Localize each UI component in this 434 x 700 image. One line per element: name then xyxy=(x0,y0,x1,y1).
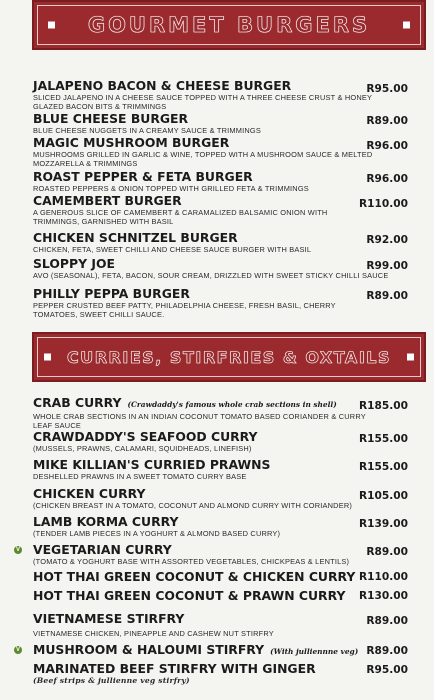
menu-item xyxy=(33,543,421,566)
menu-item xyxy=(33,194,421,226)
menu-item xyxy=(33,643,421,659)
item-description: DESHELLED PRAWNS IN A SWEET TOMATO CURRY BASE xyxy=(33,472,247,481)
item-description: (Beef strips & jullienne veg stirfry) xyxy=(33,676,190,685)
item-name-text: CRAB CURRY xyxy=(33,395,122,410)
item-price: R95.00 xyxy=(366,664,408,676)
item-description: PEPPER CRUSTED BEEF PATTY, PHILADELPHIA CHEESE, FRESH BASIL, CHERRY TOMATOES, SWEET CHILLI SAUCE. xyxy=(33,301,336,319)
item-price: R89.00 xyxy=(366,546,408,558)
item-price: R155.00 xyxy=(358,461,408,473)
menu-item xyxy=(33,112,421,135)
item-description: (MUSSELS, PRAWNS, CALAMARI, SQUIDHEADS, LINEFISH) xyxy=(33,444,252,453)
item-price: R96.00 xyxy=(366,173,408,185)
item-price: R130.00 xyxy=(358,590,408,602)
item-description: (TENDER LAMB PIECES IN A YOGHURT & ALMOND BASED CURRY) xyxy=(33,529,281,538)
item-name: MAGIC MUSHROOM BURGER xyxy=(33,135,230,150)
item-name: MARINATED BEEF STIRFRY WITH GINGER xyxy=(33,661,316,676)
item-price: R95.00 xyxy=(366,83,408,95)
item-name: BLUE CHEESE BURGER xyxy=(33,111,189,126)
item-description: A GENEROUS SLICE OF CAMEMBERT & CARAMALIZED BALSAMIC ONION WITH TRIMMINGS, GARNISHED WITH BASIL xyxy=(33,208,328,226)
item-name: CHICKEN CURRY xyxy=(33,486,146,501)
item-description: (CHICKEN BREAST IN A TOMATO, COCONUT AND ALMOND CURRY WITH CORIANDER) xyxy=(33,501,353,510)
item-name: ROAST PEPPER & FETA BURGER xyxy=(33,169,253,184)
item-price: R92.00 xyxy=(366,234,408,246)
item-name: VIETNAMESE STIRFRY xyxy=(33,611,185,626)
menu-item xyxy=(33,287,421,319)
menu-item xyxy=(33,79,421,111)
item-description: MUSHROOMS GRILLED IN GARLIC & WINE, TOPPED WITH A MUSHROOM SAUCE & MELTED MOZZARELLA & TRIMMINGS xyxy=(33,150,373,168)
section-banner-gourmet-burgers xyxy=(32,0,426,50)
item-name: HOT THAI GREEN COCONUT & PRAWN CURRY xyxy=(33,588,346,603)
menu-item xyxy=(33,396,421,430)
section-title: GOURMET BURGERS xyxy=(87,13,371,37)
menu-item xyxy=(33,589,421,603)
item-price: R105.00 xyxy=(358,490,408,502)
item-price: R155.00 xyxy=(358,433,408,445)
item-price: R110.00 xyxy=(358,571,408,583)
item-description: CHICKEN, FETA, SWEET CHILLI AND CHEESE SAUCE BURGER WITH BASIL xyxy=(33,245,312,254)
item-name xyxy=(33,643,421,659)
item-note: (With julliennne veg) xyxy=(270,647,359,656)
menu-item xyxy=(33,136,421,168)
item-name: MIKE KILLIAN'S CURRIED PRAWNS xyxy=(33,457,271,472)
menu-item xyxy=(33,231,421,254)
item-description: (TOMATO & YOGHURT BASE WITH ASSORTED VEGETABLES, CHICKPEAS & LENTILS) xyxy=(33,557,350,566)
item-price: R89.00 xyxy=(366,115,408,127)
item-price: R185.00 xyxy=(358,400,408,412)
item-description: WHOLE CRAB SECTIONS IN AN INDIAN COCONUT TOMATO BASED CORIANDER & CURRY LEAF SAUCE xyxy=(33,412,366,430)
item-price: R89.00 xyxy=(366,615,408,627)
menu-item xyxy=(33,170,421,193)
item-price: R110.00 xyxy=(358,198,408,210)
menu-item xyxy=(33,515,421,538)
item-name: SLOPPY JOE xyxy=(33,256,115,271)
section-banner-curries-stirfries-oxtails xyxy=(32,332,426,382)
item-name: JALAPENO BACON & CHEESE BURGER xyxy=(33,78,292,93)
item-name: LAMB KORMA CURRY xyxy=(33,514,179,529)
menu-item xyxy=(33,612,421,638)
item-name: PHILLY PEPPA BURGER xyxy=(33,286,190,301)
vegetarian-icon: V xyxy=(15,547,20,553)
item-price: R89.00 xyxy=(366,290,408,302)
menu-item xyxy=(33,430,421,453)
banner-ornament xyxy=(407,354,414,361)
item-name: HOT THAI GREEN COCONUT & CHICKEN CURRY xyxy=(33,569,356,584)
banner-ornament xyxy=(48,22,55,29)
item-price: R99.00 xyxy=(366,260,408,272)
menu-item xyxy=(33,662,421,685)
item-price: R89.00 xyxy=(366,645,408,657)
item-price: R139.00 xyxy=(358,518,408,530)
vegetarian-icon: V xyxy=(15,647,20,653)
item-name: CAMEMBERT BURGER xyxy=(33,193,182,208)
item-description: BLUE CHEESE NUGGETS IN A CREAMY SAUCE & TRIMMINGS xyxy=(33,126,262,135)
menu-item xyxy=(33,570,421,584)
item-description: VIETNAMESE CHICKEN, PINEAPPLE AND CASHEW NUT STIRFRY xyxy=(33,629,274,638)
item-note: (Crawdaddy's famous whole crab sections in shell) xyxy=(127,400,337,409)
item-name: CRAWDADDY'S SEAFOOD CURRY xyxy=(33,429,258,444)
section-title: CURRIES, STIRFRIES & OXTAILS xyxy=(67,347,391,367)
banner-ornament xyxy=(44,354,51,361)
item-description: SLICED JALAPENO IN A CHEESE SAUCE TOPPED WITH A THREE CHEESE CRUST & HONEY GLAZED BACON BITS & TRIMMINGS xyxy=(33,93,372,111)
item-name: VEGETARIAN CURRY xyxy=(33,542,172,557)
menu-item xyxy=(33,487,421,510)
item-price: R96.00 xyxy=(366,140,408,152)
menu-item xyxy=(33,458,421,481)
menu-item xyxy=(33,257,421,280)
item-name-text: MUSHROOM & HALOUMI STIRFRY xyxy=(33,642,265,657)
banner-ornament xyxy=(403,22,410,29)
item-description: ROASTED PEPPERS & ONION TOPPED WITH GRILLED FETA & TRIMMINGS xyxy=(33,184,309,193)
item-name: CHICKEN SCHNITZEL BURGER xyxy=(33,230,238,245)
item-description: AVO (SEASONAL), FETA, BACON, SOUR CREAM, DRIZZLED WITH SWEET STICKY CHILLI SAUCE xyxy=(33,271,389,280)
